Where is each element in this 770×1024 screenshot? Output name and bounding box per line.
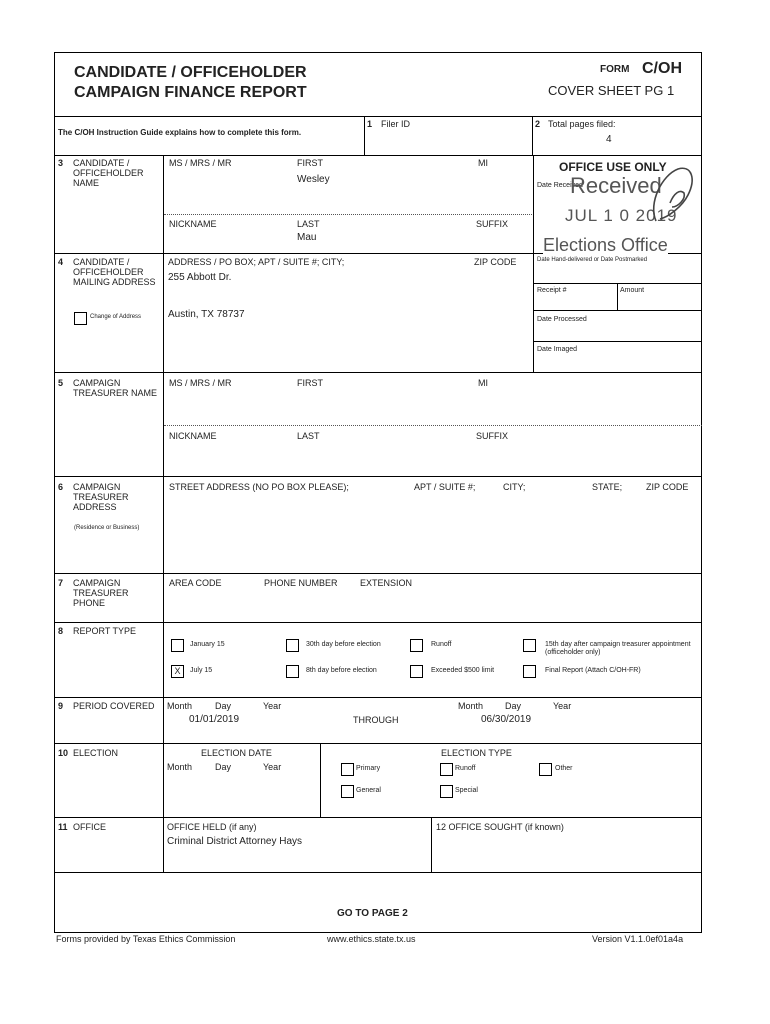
s6-state-label: STATE; [592, 482, 623, 492]
report-jan15-label: January 15 [190, 641, 225, 648]
stamp-date: JUL 1 0 2019 [565, 206, 678, 225]
s3-suffix-label: SUFFIX [476, 219, 509, 229]
s3-mi-label: MI [478, 158, 488, 168]
change-of-address-checkbox[interactable] [74, 312, 87, 325]
s3-nickname-label: NICKNAME [169, 219, 217, 229]
election-primary-label: Primary [356, 765, 381, 772]
stamp-office: Elections Office [543, 235, 668, 255]
change-of-address-label: Change of Address [90, 314, 142, 320]
guide-text: The C/OH Instruction Guide explains how to complete this form. [58, 128, 302, 137]
form-label: FORM [600, 64, 630, 75]
section9-num: 9 [58, 701, 64, 711]
s6-zip-label: ZIP CODE [646, 482, 689, 492]
office-held-field[interactable]: Criminal District Attorney Hays [167, 836, 303, 847]
s5-suffix-label: SUFFIX [476, 431, 509, 441]
section8-label: REPORT TYPE [73, 626, 137, 636]
election-special-label: Special [455, 787, 478, 794]
office-held-label: OFFICE HELD (if any) [167, 822, 257, 832]
s3-first-label: FIRST [297, 158, 323, 168]
hand-delivered-label: Date Hand-delivered or Date Postmarked [537, 257, 648, 263]
report-8th-day-label: 8th day before election [306, 667, 377, 674]
mailing-address-line2-field[interactable]: Austin, TX 78737 [168, 309, 245, 320]
section7-label: CAMPAIGN TREASURER PHONE [73, 578, 129, 608]
report-exceeded-checkbox[interactable] [410, 665, 423, 678]
s9-to-year-label: Year [553, 701, 572, 711]
s10-day-label: Day [215, 762, 232, 772]
section6-sub-label: (Residence or Business) [74, 525, 140, 531]
s7-phone-label: PHONE NUMBER [264, 578, 338, 588]
section8-num: 8 [58, 626, 64, 636]
s10-date-label: ELECTION DATE [201, 748, 272, 758]
footer-version: Version V1.1.0ef01a4a [592, 934, 684, 944]
section10-num: 10 [58, 748, 69, 758]
section11-num: 11 [58, 822, 68, 832]
report-final-checkbox[interactable] [523, 665, 536, 678]
receipt-label: Receipt # [537, 287, 567, 294]
report-title-line2: CAMPAIGN FINANCE REPORT [74, 84, 307, 101]
total-pages-label: Total pages filed: [548, 119, 616, 129]
date-received-label: Date Received [537, 182, 583, 189]
period-from-field[interactable]: 01/01/2019 [189, 714, 240, 725]
s6-apt-label: APT / SUITE #; [414, 482, 476, 492]
s6-city-label: CITY; [503, 482, 526, 492]
election-general-label: General [356, 787, 381, 794]
section7-num: 7 [58, 578, 64, 588]
report-jul15-label: July 15 [190, 667, 213, 674]
election-runoff-checkbox[interactable] [440, 763, 453, 776]
section10-label: ELECTION [73, 748, 119, 758]
report-final-label: Final Report (Attach C/OH-FR) [545, 667, 641, 674]
report-30th-day-label: 30th day before election [306, 641, 381, 648]
election-runoff-label: Runoff [455, 765, 476, 772]
s3-last-label: LAST [297, 219, 320, 229]
section9-label: PERIOD COVERED [73, 701, 155, 711]
s9-from-month-label: Month [167, 701, 193, 711]
s4-address-header: ADDRESS / PO BOX; APT / SUITE #; CITY; [168, 257, 345, 267]
candidate-first-name-field[interactable]: Wesley [297, 174, 330, 185]
report-8th-day-checkbox[interactable] [286, 665, 299, 678]
s7-area-code-label: AREA CODE [169, 578, 222, 588]
s5-nickname-label: NICKNAME [169, 431, 217, 441]
cover-sheet-label: COVER SHEET PG 1 [548, 83, 675, 98]
election-special-checkbox[interactable] [440, 785, 453, 798]
total-pages-field[interactable]: 4 [606, 134, 612, 145]
section3-num: 3 [58, 158, 64, 168]
election-other-label: Other [555, 765, 573, 772]
date-processed-label: Date Processed [537, 316, 587, 323]
report-jul15-checkbox[interactable]: X [171, 665, 184, 678]
report-title-line1: CANDIDATE / OFFICEHOLDER [74, 64, 307, 81]
s7-extension-label: EXTENSION [360, 578, 413, 588]
section6-num: 6 [58, 482, 64, 492]
section6-label: CAMPAIGN TREASURER ADDRESS [73, 482, 129, 512]
s5-salutation-label: MS / MRS / MR [169, 378, 232, 388]
candidate-last-name-field[interactable]: Mau [297, 232, 317, 243]
period-to-field[interactable]: 06/30/2019 [481, 714, 532, 725]
report-runoff-label: Runoff [431, 641, 452, 648]
section4-label: CANDIDATE / OFFICEHOLDER MAILING ADDRESS [73, 257, 156, 287]
date-imaged-label: Date Imaged [537, 346, 578, 353]
total-pages-num: 2 [535, 119, 541, 129]
report-exceeded-label: Exceeded $500 limit [431, 667, 495, 674]
report-30th-day-checkbox[interactable] [286, 639, 299, 652]
office-use-title: OFFICE USE ONLY [559, 160, 667, 174]
section5-num: 5 [58, 378, 64, 388]
s9-through-label: THROUGH [353, 715, 399, 725]
filer-id-label: Filer ID [381, 119, 410, 129]
s9-from-day-label: Day [215, 701, 232, 711]
s10-month-label: Month [167, 762, 193, 772]
footer-provided-by: Forms provided by Texas Ethics Commission [56, 934, 236, 944]
initials-signature [648, 163, 698, 233]
s5-mi-label: MI [478, 378, 488, 388]
s5-last-label: LAST [297, 431, 320, 441]
s4-zip-label: ZIP CODE [474, 257, 517, 267]
report-15th-day-checkbox[interactable] [523, 639, 536, 652]
report-jan15-checkbox[interactable] [171, 639, 184, 652]
s3-salutation-label: MS / MRS / MR [169, 158, 232, 168]
s10-type-label: ELECTION TYPE [441, 748, 512, 758]
report-15th-day-label: 15th day after campaign treasurer appointment (officeholder only) [545, 641, 691, 656]
section3-label: CANDIDATE / OFFICEHOLDER NAME [73, 158, 144, 188]
form-code: C/OH [642, 60, 682, 77]
section4-num: 4 [58, 257, 64, 267]
footer-website[interactable]: www.ethics.state.tx.us [327, 934, 416, 944]
go-to-page-2: GO TO PAGE 2 [337, 908, 408, 919]
s9-from-year-label: Year [263, 701, 282, 711]
mailing-address-line1-field[interactable]: 255 Abbott Dr. [168, 272, 232, 283]
election-other-checkbox[interactable] [539, 763, 552, 776]
s6-street-label: STREET ADDRESS (NO PO BOX PLEASE); [169, 482, 349, 492]
office-sought-label: 12 OFFICE SOUGHT (if known) [436, 822, 564, 832]
section5-label: CAMPAIGN TREASURER NAME [73, 378, 158, 398]
election-general-checkbox[interactable] [341, 785, 354, 798]
s9-to-day-label: Day [505, 701, 522, 711]
filer-id-num: 1 [367, 119, 373, 129]
s9-to-month-label: Month [458, 701, 484, 711]
section11-label: OFFICE [73, 822, 106, 832]
stamp-received: Received [570, 173, 662, 198]
amount-label: Amount [620, 287, 645, 294]
s5-first-label: FIRST [297, 378, 323, 388]
election-primary-checkbox[interactable] [341, 763, 354, 776]
s10-year-label: Year [263, 762, 282, 772]
report-runoff-checkbox[interactable] [410, 639, 423, 652]
